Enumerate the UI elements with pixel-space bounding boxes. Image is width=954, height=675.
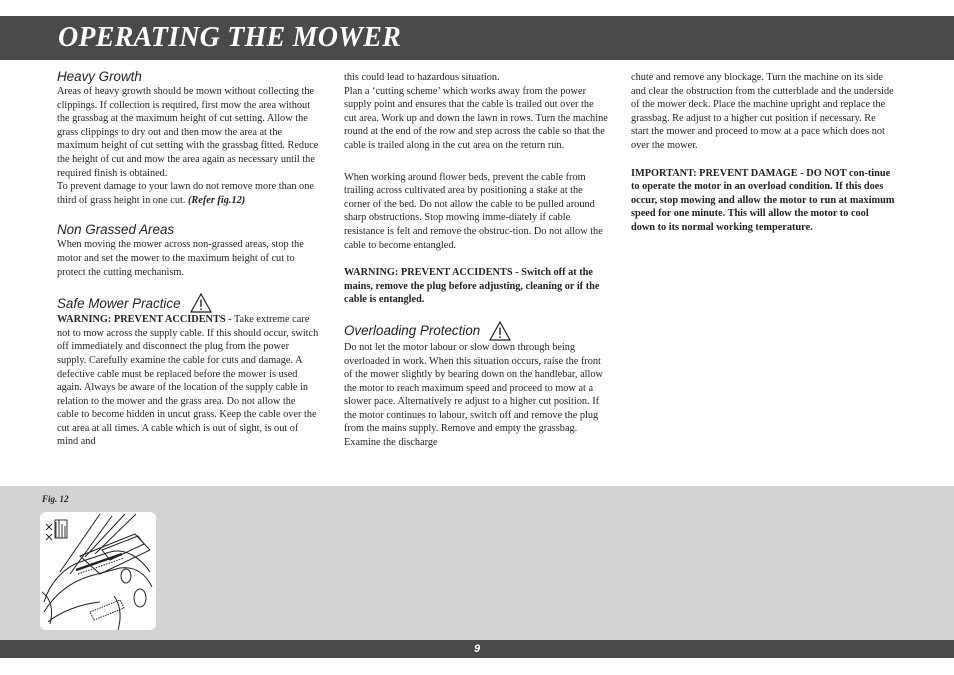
safe-practice-text bbox=[57, 313, 319, 449]
safe-practice-body: - Take extreme care not to mow across the supply cable. If this should occur, switch off immediately and disconnect the plug from the power supply. Carefully examine the cable for cuts and damage. A defective cable must be replaced before the mower is used again. Always be aware of the location of the supply cable in relation to the mower and the grass area. Do not allow the cable to become hidden in uncut grass. Keep the cable over the cut area at all times. A cable which is out of sight, is out of mind and bbox=[57, 314, 319, 448]
safe-practice-title: Safe Mower Practice bbox=[57, 295, 181, 311]
overloading-title: Overloading Protection bbox=[344, 323, 481, 339]
heavy-growth-text: Areas of heavy growth should be mown without collecting the clippings. If collection is required, first mow the area without the grassbag at the maximum height of cut setting. Allow the grass clippings to dry out and then mow the area at the maximum height of cut setting with the grassbag fitted. Reduce the height of cut and mow the area again as necessary until the required finish is obtained. bbox=[57, 86, 319, 179]
non-grassed-text: When moving the mower across non-grassed areas, stop the motor and set the mower to the maximum height of cut to protect the cutting mechanism. bbox=[57, 239, 304, 278]
column-2 bbox=[344, 71, 608, 450]
warning-icon bbox=[489, 321, 511, 341]
heading-safe-practice bbox=[57, 293, 319, 313]
mower-drawing bbox=[40, 512, 156, 630]
heavy-growth-text-2 bbox=[57, 180, 319, 207]
figure-label: Fig. 12 bbox=[42, 494, 69, 504]
figure-12-illustration bbox=[40, 512, 156, 630]
safe-warning: WARNING: PREVENT ACCIDENTS bbox=[57, 314, 226, 326]
col2-text-3: When working around flower beds, prevent the cable from trailing across cultivated area by positioning a stake at the corner of the bed. Do not allow the cable to be pulled around sharp obstructions. Stop mowing imme-diately if cable resistance is felt and remove the obstruc-tion. Do not allow the cable to become entangled. bbox=[344, 171, 603, 251]
col2-text-2: Plan a ‘cutting scheme’ which works away from the power supply point and ensures that the cable is trailed out over the cut area. Work up and down the lawn in rows. Turn the machine round at the end of the row and step across the cable so that the cable is trailed along in the cut area on the return run. bbox=[344, 85, 608, 151]
fig-reference: (Refer fig.12) bbox=[187, 194, 246, 206]
page-number: 9 bbox=[473, 643, 481, 655]
overloading-text: Do not let the motor labour or slow down through being overloaded in work. When this situation occurs, raise the front of the mower slightly by bearing down on the handlebar, allow the motor to reach maximum speed and proceed to mow at a slower pace. Alternatively re adjust to a higher cut position. If the motor continues to labour, switch off and remove the plug from the mains supply. Remove and empty the grassbag. Examine the discharge bbox=[344, 341, 603, 449]
grass-height-icon bbox=[46, 520, 67, 540]
page-title: OPERATING THE MOWER bbox=[58, 22, 401, 53]
column-3 bbox=[631, 71, 895, 235]
page-header bbox=[0, 16, 954, 60]
col2-warning: WARNING: PREVENT ACCIDENTS - Switch off at the mains, remove the plug before adjusting, cleaning or if the cable is entangled. bbox=[344, 267, 600, 306]
page-footer bbox=[0, 640, 954, 658]
heavy-growth-text-2-body: To prevent damage to your lawn do not remove more than one third of grass height in one cut. bbox=[57, 181, 314, 206]
col2-text-1: this could lead to hazardous situation. bbox=[344, 72, 500, 83]
column-1 bbox=[57, 68, 319, 449]
warning-icon bbox=[190, 293, 212, 313]
heading-non-grassed: Non Grassed Areas bbox=[57, 222, 175, 238]
col3-text-1: chute and remove any blockage. Turn the machine on its side and clear the obstruction from the cutterblade and the underside of the mower deck. Place the machine upright and replace the grassbag. Re adjust to a higher cut position if necessary. Re start the mower and proceed to mow at a pace which does not over the mower. bbox=[631, 72, 894, 151]
col3-important: IMPORTANT: PREVENT DAMAGE - DO NOT con-tinue to operate the motor in an overload condition. If this does occur, stop mowing and allow the motor to run at maximum speed for one minute. This will allow the motor to cool down to its normal working temperature. bbox=[631, 167, 895, 233]
heading-heavy-growth: Heavy Growth bbox=[57, 69, 142, 84]
heading-overloading bbox=[344, 321, 608, 341]
